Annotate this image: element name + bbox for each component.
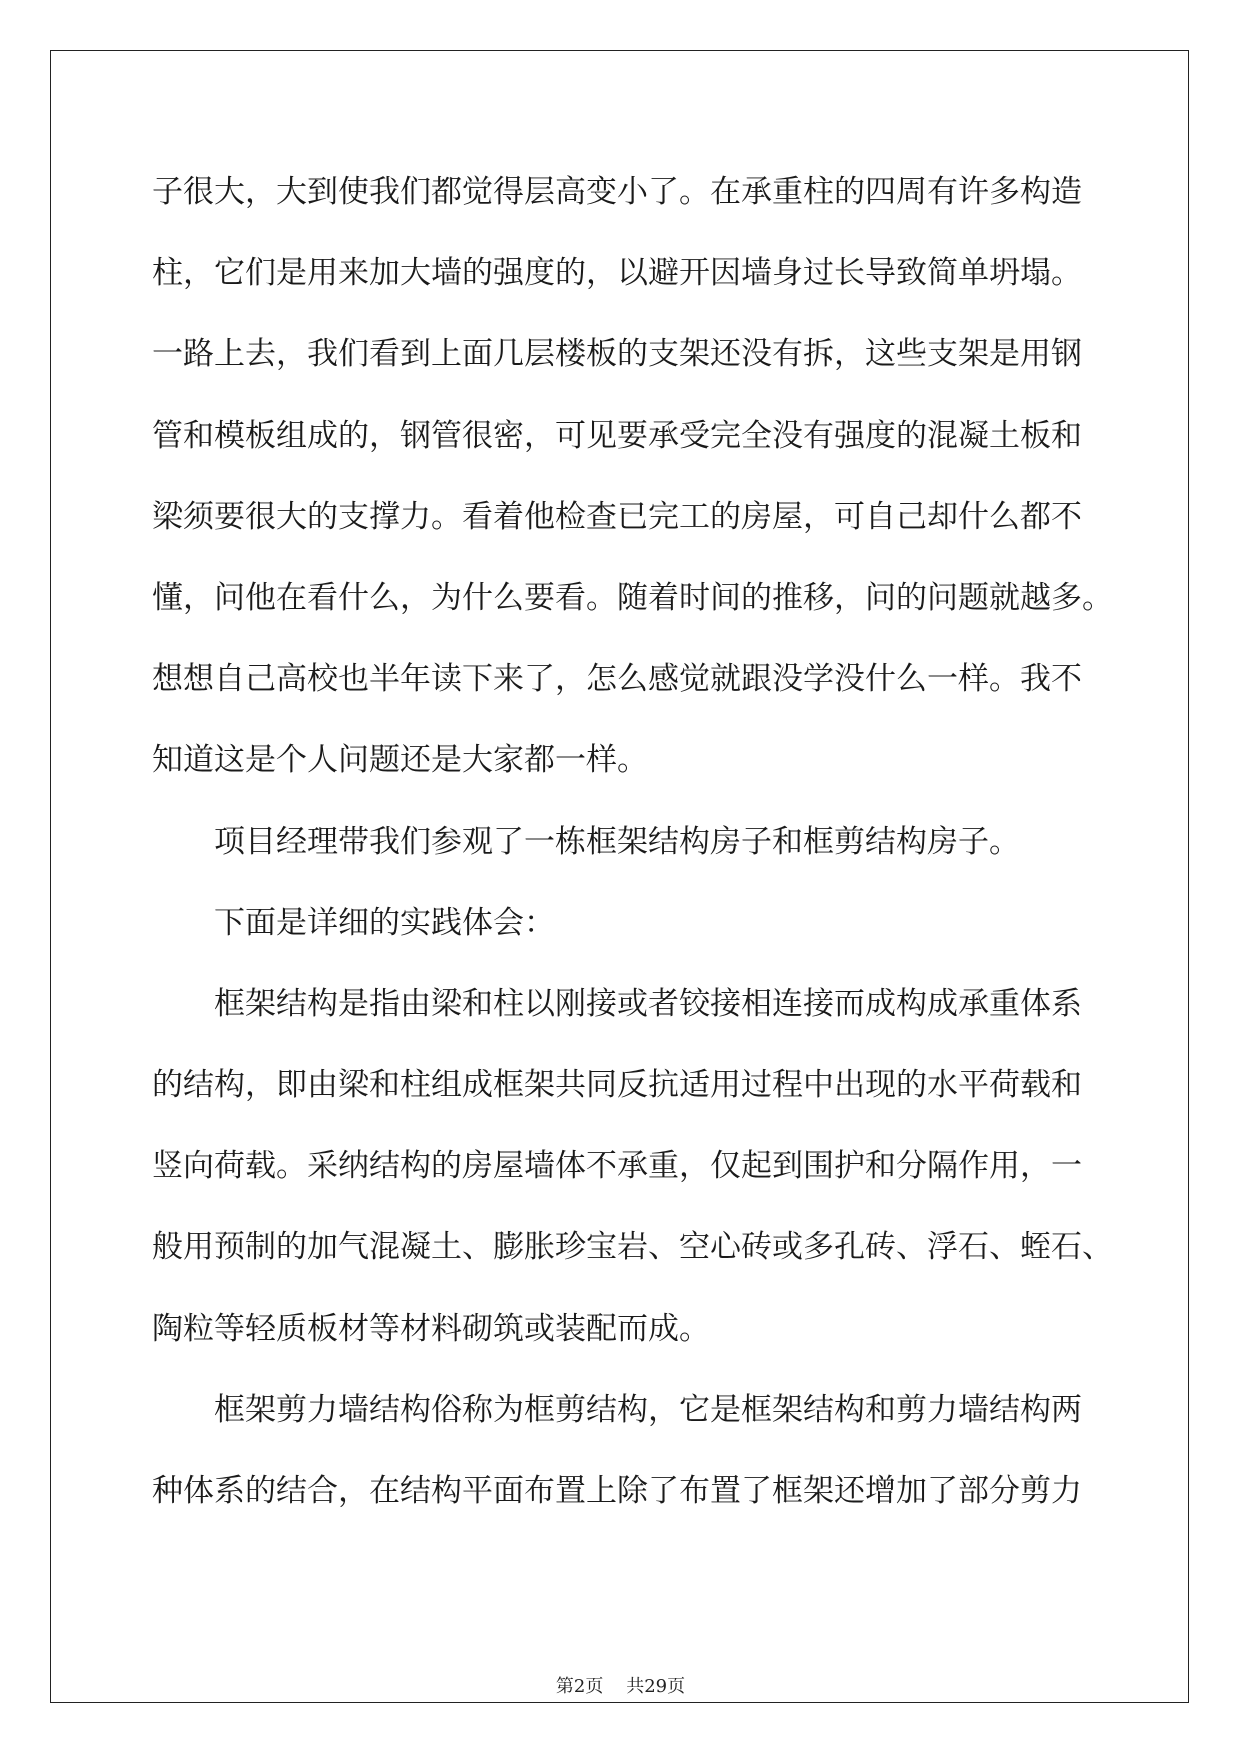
page-footer — [0, 1672, 1241, 1698]
text-line: 陶粒等轻质板材等材料砌筑或装配而成。 — [152, 1310, 710, 1347]
text-line: 一路上去，我们看到上面几层楼板的支架还没有拆，这些支架是用钢 — [152, 336, 1082, 373]
text-line: 框架结构是指由梁和柱以刚接或者铰接相连接而成构成承重体系 — [214, 985, 1082, 1022]
page-total: 共29页 — [626, 1676, 686, 1697]
text-line: 知道这是个人问题还是大家都一样。 — [152, 742, 648, 779]
text-line: 梁须要很大的支撑力。看着他检查已完工的房屋，可自己却什么都不 — [152, 498, 1082, 535]
text-line: 懂，问他在看什么，为什么要看。随着时间的推移，问的问题就越多。 — [152, 579, 1113, 616]
text-line: 框架剪力墙结构俗称为框剪结构，它是框架结构和剪力墙结构两 — [214, 1391, 1082, 1428]
text-line: 下面是详细的实践体会： — [214, 904, 555, 941]
document-body — [152, 165, 1113, 1545]
text-line: 柱，它们是用来加大墙的强度的，以避开因墙身过长导致简单坍塌。 — [152, 255, 1082, 292]
text-line: 管和模板组成的，钢管很密，可见要承受完全没有强度的混凝土板和 — [152, 417, 1082, 454]
text-line: 种体系的结合，在结构平面布置上除了布置了框架还增加了部分剪力 — [152, 1473, 1082, 1509]
text-line: 项目经理带我们参观了一栋框架结构房子和框剪结构房子。 — [214, 823, 1020, 860]
footer-gap — [603, 1676, 626, 1697]
text-line: 般用预制的加气混凝土、膨胀珍宝岩、空心砖或多孔砖、浮石、蛭石、 — [152, 1229, 1113, 1266]
text-line: 子很大，大到使我们都觉得层高变小了。在承重柱的四周有许多构造 — [152, 174, 1082, 210]
text-line: 的结构，即由梁和柱组成框架共同反抗适用过程中出现的水平荷载和 — [152, 1067, 1082, 1104]
page-number: 第2页 — [555, 1676, 604, 1697]
text-line: 想想自己高校也半年读下来了，怎么感觉就跟没学没什么一样。我不 — [152, 661, 1082, 698]
text-line: 竖向荷载。采纳结构的房屋墙体不承重，仅起到围护和分隔作用，一 — [152, 1148, 1082, 1185]
